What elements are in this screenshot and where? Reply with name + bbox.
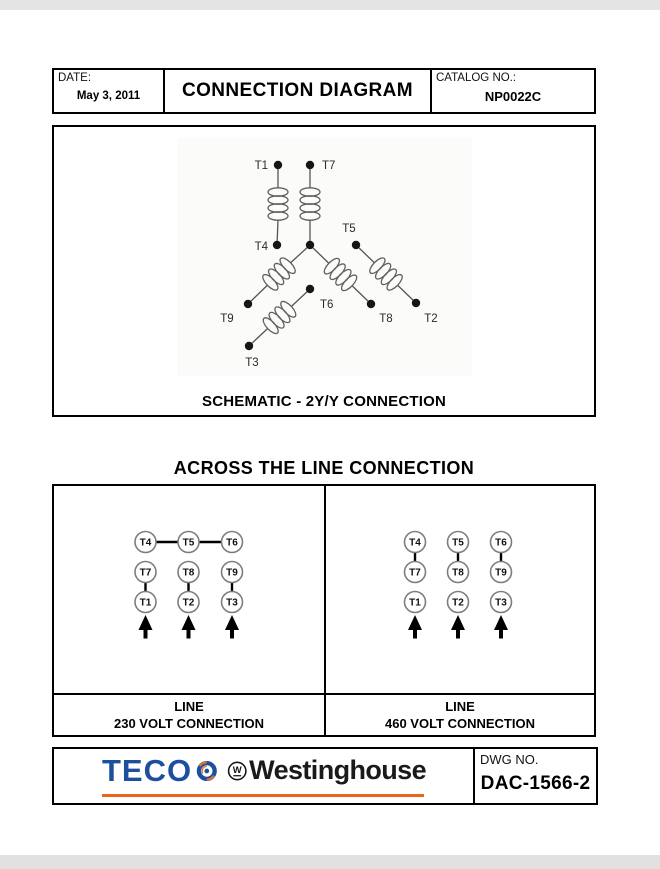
schematic-drawing (54, 127, 594, 389)
teco-wordmark: TECO (102, 753, 193, 788)
terminal-230-t5: T5 (182, 537, 195, 549)
terminals-230v (135, 532, 243, 613)
terminal-label-t1: T1 (254, 160, 268, 172)
westinghouse-wordmark: Westinghouse (249, 755, 426, 785)
date-cell (54, 70, 165, 112)
links-460v (415, 553, 501, 562)
schematic-panel (52, 125, 596, 417)
terminal-460-t7: T7 (409, 567, 421, 579)
label-460v (326, 695, 594, 735)
terminal-230-t1: T1 (139, 597, 152, 609)
terminal-460-t4: T4 (409, 537, 421, 549)
terminal-label-t4: T4 (254, 241, 268, 253)
terminal-230-t6: T6 (226, 537, 238, 549)
terminal-460-t6: T6 (495, 537, 507, 549)
svg-text:W: W (232, 763, 242, 775)
terminal-460-t3: T3 (495, 597, 507, 609)
terminal-label-t9: T9 (220, 313, 234, 325)
terminal-460-t1: T1 (409, 597, 421, 609)
terminal-230-t4: T4 (139, 537, 152, 549)
catalog-cell (432, 70, 594, 112)
title-block (52, 68, 596, 114)
brand-lockup (102, 755, 426, 786)
westinghouse-circle-w-icon (227, 758, 247, 784)
terminal-230-t8: T8 (182, 567, 195, 579)
section-heading: ACROSS THE LINE CONNECTION (173, 458, 475, 478)
terminal-label-t8: T8 (379, 313, 393, 325)
date-label: DATE: (58, 72, 92, 84)
label-230v (54, 695, 324, 735)
terminal-230-t9: T9 (226, 567, 238, 579)
terminal-label-t7: T7 (322, 160, 336, 172)
volt-label-460: 460 VOLT CONNECTION (384, 716, 535, 731)
terminal-label-t5: T5 (342, 223, 356, 235)
terminal-460-t2: T2 (452, 597, 464, 609)
terminal-460-t9: T9 (495, 567, 507, 579)
terminals-460v (405, 532, 512, 613)
line-label-460: LINE (445, 699, 475, 714)
title-cell (165, 70, 432, 112)
line-label-230: LINE (174, 699, 204, 714)
catalog-value: NP0022C (484, 89, 542, 104)
terminal-460-t8: T8 (452, 567, 464, 579)
terminal-label-t3: T3 (245, 357, 259, 369)
catalog-label: CATALOG NO.: (436, 72, 517, 84)
dwg-number: DAC-1566-2 (480, 773, 591, 794)
volt-label-230: 230 VOLT CONNECTION (113, 716, 264, 731)
teco-swirl-icon (195, 756, 219, 786)
footer-title-block (52, 747, 598, 805)
schematic-caption: SCHEMATIC - 2Y/Y CONNECTION (201, 393, 447, 410)
brand-underline (102, 794, 424, 797)
date-value: May 3, 2011 (76, 90, 141, 102)
terminal-230-t3: T3 (226, 597, 238, 609)
bottom-gray-band (0, 855, 660, 869)
terminal-230-t7: T7 (139, 567, 152, 579)
schematic-image-background (177, 138, 472, 376)
document-title: CONNECTION DIAGRAM (182, 80, 413, 101)
connection-panels (52, 484, 596, 737)
dwg-label: DWG NO. (480, 752, 539, 767)
terminal-230-t2: T2 (182, 597, 195, 609)
logo-cell (54, 749, 473, 803)
terminal-label-t6: T6 (320, 299, 334, 311)
terminal-label-t2: T2 (424, 313, 438, 325)
dwg-cell (475, 749, 596, 803)
terminal-460-t5: T5 (452, 537, 464, 549)
top-gray-band (0, 0, 660, 10)
